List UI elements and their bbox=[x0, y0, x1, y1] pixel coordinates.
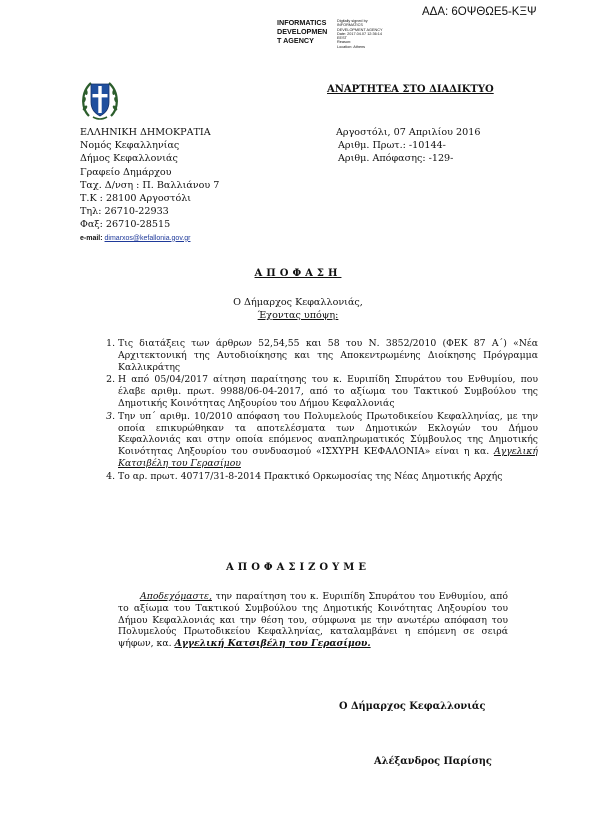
greek-coat-of-arms-icon bbox=[80, 78, 120, 122]
decision-number: Αριθμ. Απόφασης: -129- bbox=[338, 153, 454, 165]
mayor-intro-line: Ο Δήμαρχος Κεφαλλονιάς, bbox=[233, 297, 363, 308]
digital-signature-details bbox=[337, 19, 383, 49]
consideration-text: Τις διατάξεις των άρθρων 52,54,55 και 58 του Ν. 3852/2010 (ΦΕΚ 87 Α΄) «Νέα Αρχιτεκτονική της Αυτοδιοίκησης και της Αποκεντρωμένης Διοίκησης Πρόγραμμα Καλλικράτης bbox=[118, 338, 538, 373]
successor-name: Αγγελική Κατσιβέλη του Γερασίμου bbox=[118, 446, 538, 469]
prefecture-name: Νομός Κεφαλληνίας bbox=[80, 140, 180, 152]
postal-address: Ταχ. Δ/νση : Π. Βαλλιάνου 7 bbox=[80, 179, 220, 191]
consideration-text: Την υπ΄ αριθμ. 10/2010 απόφαση του Πολυμελούς Πρωτοδικείου Κεφαλληνίας, με την οποία επικυρώθηκαν τα αποτελέσματα των Δημοτικών Εκλογών του Δήμου Κεφαλλονιάς και στην οποία επόμενος αναπληρωματικός Σύμβουλος της Δημοτικής Κοινότητας Ληξουρίου του συνδυασμού «ΙΣΧΥΡΗ ΚΕΦΑΛΟΝΙΑ» είναι η κα. bbox=[118, 410, 538, 458]
publish-online-notice: ΑΝΑΡΤΗΤΕΑ ΣΤΟ ΔΙΑΔΙΚΤΥΟ bbox=[327, 84, 494, 95]
consideration-item bbox=[118, 374, 538, 409]
signature-org-line: INFORMATICS bbox=[277, 18, 327, 27]
decision-person: Αγγελική Κατσιβέλη του Γερασίμου. bbox=[174, 638, 371, 650]
consideration-item bbox=[118, 338, 538, 373]
consideration-item bbox=[118, 471, 538, 483]
signature-org-line: T AGENCY bbox=[277, 36, 314, 45]
signature-detail-line: Location: Athens bbox=[337, 44, 366, 49]
postal-code: Τ.Κ : 28100 Αργοστόλι bbox=[80, 193, 192, 205]
ada-code: ΑΔΑ: 6ΟΨΘΩΕ5-ΚΞΨ bbox=[422, 6, 537, 18]
digital-signature-org bbox=[277, 18, 327, 45]
consideration-text: Η από 05/04/2017 αίτηση παραίτησης του κ. Ευριπίδη Σπυράτου του Ενθυμίου, που έλαβε αριθμ. πρωτ. 9988/06-04-2017, από το αξίωμα του Τακτικού Συμβούλου της Δημοτικής Κοινότητας Ληξουρίου του Δήμου Κεφαλλονιάς bbox=[118, 374, 538, 409]
email-row bbox=[80, 232, 219, 245]
signature-detail-line: DEVELOPMENT AGENCY bbox=[337, 27, 383, 32]
country-name: ΕΛΛΗΝΙΚΗ ΔΗΜΟΚΡΑΤΙΑ bbox=[80, 127, 211, 138]
fax-number: Φαξ: 26710-28515 bbox=[80, 219, 171, 231]
municipality-name: Δήμος Κεφαλλονιάς bbox=[80, 153, 178, 165]
sender-block bbox=[80, 126, 219, 245]
considering-label: Έχοντας υπόψη: bbox=[257, 310, 339, 322]
office-name: Γραφείο Δημάρχου bbox=[80, 166, 172, 178]
signature-detail-line: Digitally signed by bbox=[337, 19, 368, 23]
signature-detail-line: INFORMATICS bbox=[337, 23, 363, 28]
signatory-name: Αλέξανδρος Παρίσης bbox=[374, 756, 492, 767]
signature-detail-line: Date: 2017.04.07 12:36:14 bbox=[337, 31, 382, 36]
email-label: e-mail: bbox=[80, 234, 103, 242]
place-date: Αργοστόλι, 07 Απριλίου 2016 bbox=[336, 127, 481, 138]
decision-body: την παραίτηση του κ. Ευριπίδη Σπυράτου του Ενθυμίου, από το αξίωμα του Τακτικού Συμβούλου της Δημοτικής Κοινότητας Ληξουρίου του Δήμου Κεφαλλονιάς και την θέση του, σύμφωνα με την ανωτέρω απόφαση του Πολυμελούς Πρωτοδικείου Κεφαλληνίας, καταλαμβάνει η επόμενη σε σειρά ψήφων, κα. bbox=[118, 591, 508, 650]
signatory-role: Ο Δήμαρχος Κεφαλλονιάς bbox=[339, 701, 486, 712]
phone-number: Τηλ: 26710-22933 bbox=[80, 206, 169, 218]
decide-heading: ΑΠΟΦΑΣΙΖΟΥΜΕ bbox=[226, 562, 370, 573]
signature-detail-line: Reason: bbox=[337, 40, 352, 45]
document-title: ΑΠΟΦΑΣΗ bbox=[254, 268, 342, 279]
decision-accepted: Αποδεχόμαστε, bbox=[140, 591, 212, 602]
signature-org-line: DEVELOPMEN bbox=[277, 27, 328, 36]
mayor-intro bbox=[0, 296, 596, 322]
email-link[interactable]: dimarxos@kefallonia.gov.gr bbox=[104, 234, 191, 242]
consideration-text: Το αρ. πρωτ. 40717/31-8-2014 Πρακτικό Ορκωμοσίας της Νέας Δημοτικής Αρχής bbox=[118, 470, 503, 482]
protocol-number: Αριθμ. Πρωτ.: -10144- bbox=[338, 140, 446, 152]
document-meta bbox=[336, 126, 480, 166]
consideration-item bbox=[118, 411, 538, 470]
signature-detail-line: EEST bbox=[337, 36, 347, 41]
considerations-list bbox=[88, 338, 538, 484]
decision-paragraph bbox=[118, 591, 508, 650]
